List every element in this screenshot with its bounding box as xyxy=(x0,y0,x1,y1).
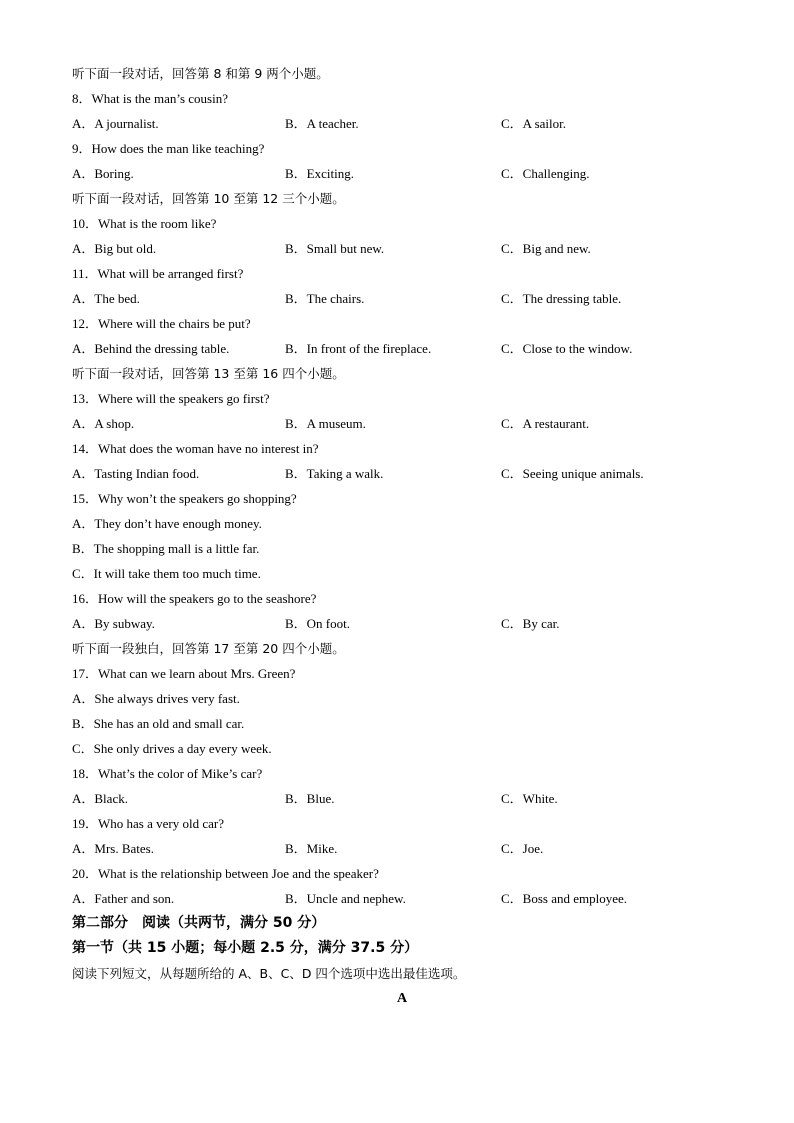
answer-options-row xyxy=(72,411,732,436)
answer-options-row xyxy=(72,111,732,136)
answer-option: A．Behind the dressing table. xyxy=(72,341,230,356)
answer-option: A．Father and son. xyxy=(72,891,175,906)
answer-option: A．Black. xyxy=(72,791,128,806)
answer-option: C．Joe. xyxy=(501,841,544,856)
answer-option: C．A sailor. xyxy=(501,116,567,131)
section-instruction: 阅读下列短文，从每题所给的 A、B、C、D 四个选项中选出最佳选项。 xyxy=(72,966,466,981)
answer-options-row xyxy=(72,836,732,861)
answer-option: C．The dressing table. xyxy=(501,291,622,306)
answer-option: C．Close to the window. xyxy=(501,341,633,356)
answer-option: B．Taking a walk. xyxy=(285,466,384,481)
answer-option: A．Mrs. Bates. xyxy=(72,841,154,856)
question-text: 11．What will be arranged first? xyxy=(72,266,244,281)
answer-option: A．A journalist. xyxy=(72,116,159,131)
question-text: 19．Who has a very old car? xyxy=(72,816,224,831)
section-instruction: 听下面一段独白，回答第 17 至第 20 四个小题。 xyxy=(72,641,345,656)
answer-options-row xyxy=(72,236,732,261)
answer-option: A．Big but old. xyxy=(72,241,157,256)
answer-options-row xyxy=(72,336,732,361)
answer-option: A．Tasting Indian food. xyxy=(72,466,200,481)
section-instruction: 听下面一段对话，回答第 13 至第 16 四个小题。 xyxy=(72,366,345,381)
answer-option: B．Exciting. xyxy=(285,166,354,181)
answer-option: C．White. xyxy=(501,791,558,806)
question-text: 9．How does the man like teaching? xyxy=(72,141,265,156)
part-heading: 第二部分 阅读（共两节，满分 50 分） xyxy=(72,915,326,931)
answer-option: B．Blue. xyxy=(285,791,335,806)
answer-option: B．Uncle and nephew. xyxy=(285,891,406,906)
answer-option: B．The chairs. xyxy=(285,291,365,306)
answer-option: B．Mike. xyxy=(285,841,338,856)
question-text: 15．Why won’t the speakers go shopping? xyxy=(72,491,297,506)
answer-options-row xyxy=(72,461,732,486)
question-text: 13．Where will the speakers go first? xyxy=(72,391,270,406)
answer-option: B．A museum. xyxy=(285,416,366,431)
question-text: A．She always drives very fast. xyxy=(72,691,240,706)
answer-option: C．A restaurant. xyxy=(501,416,590,431)
answer-option: C．Seeing unique animals. xyxy=(501,466,644,481)
question-text: B．The shopping mall is a little far. xyxy=(72,541,260,556)
answer-options-row xyxy=(72,886,732,911)
answer-option: A．By subway. xyxy=(72,616,155,631)
answer-option: A．The bed. xyxy=(72,291,140,306)
answer-option: B．On foot. xyxy=(285,616,351,631)
section-instruction: 听下面一段对话，回答第 10 至第 12 三个小题。 xyxy=(72,191,345,206)
question-text: A．They don’t have enough money. xyxy=(72,516,262,531)
answer-option: A．A shop. xyxy=(72,416,135,431)
answer-option: B．In front of the fireplace. xyxy=(285,341,432,356)
answer-options-row xyxy=(72,161,732,186)
question-text: 8．What is the man’s cousin? xyxy=(72,91,228,106)
answer-option: C．By car. xyxy=(501,616,560,631)
question-text: 16．How will the speakers go to the seashore? xyxy=(72,591,317,606)
answer-option: C．Big and new. xyxy=(501,241,591,256)
question-text: 10．What is the room like? xyxy=(72,216,217,231)
question-text: C．She only drives a day every week. xyxy=(72,741,272,756)
answer-options-row xyxy=(72,611,732,636)
question-text: 14．What does the woman have no interest in? xyxy=(72,441,319,456)
question-text: B．She has an old and small car. xyxy=(72,716,245,731)
answer-option: A．Boring. xyxy=(72,166,134,181)
question-text: 20．What is the relationship between Joe and the speaker? xyxy=(72,866,379,881)
section-instruction: 听下面一段对话，回答第 8 和第 9 两个小题。 xyxy=(72,66,329,81)
answer-options-row xyxy=(72,786,732,811)
question-text: 18．What’s the color of Mike’s car? xyxy=(72,766,263,781)
answer-option: B．A teacher. xyxy=(285,116,359,131)
answer-option: C．Challenging. xyxy=(501,166,590,181)
answer-option: B．Small but new. xyxy=(285,241,385,256)
question-text: 17．What can we learn about Mrs. Green? xyxy=(72,666,296,681)
answer-option: C．Boss and employee. xyxy=(501,891,628,906)
question-text: 12．Where will the chairs be put? xyxy=(72,316,251,331)
answer-options-row xyxy=(72,286,732,311)
question-text: C．It will take them too much time. xyxy=(72,566,261,581)
exam-page-content xyxy=(72,61,732,1011)
part-heading: 第一节（共 15 小题；每小题 2.5 分，满分 37.5 分） xyxy=(72,940,419,956)
passage-label: A xyxy=(396,991,408,1006)
